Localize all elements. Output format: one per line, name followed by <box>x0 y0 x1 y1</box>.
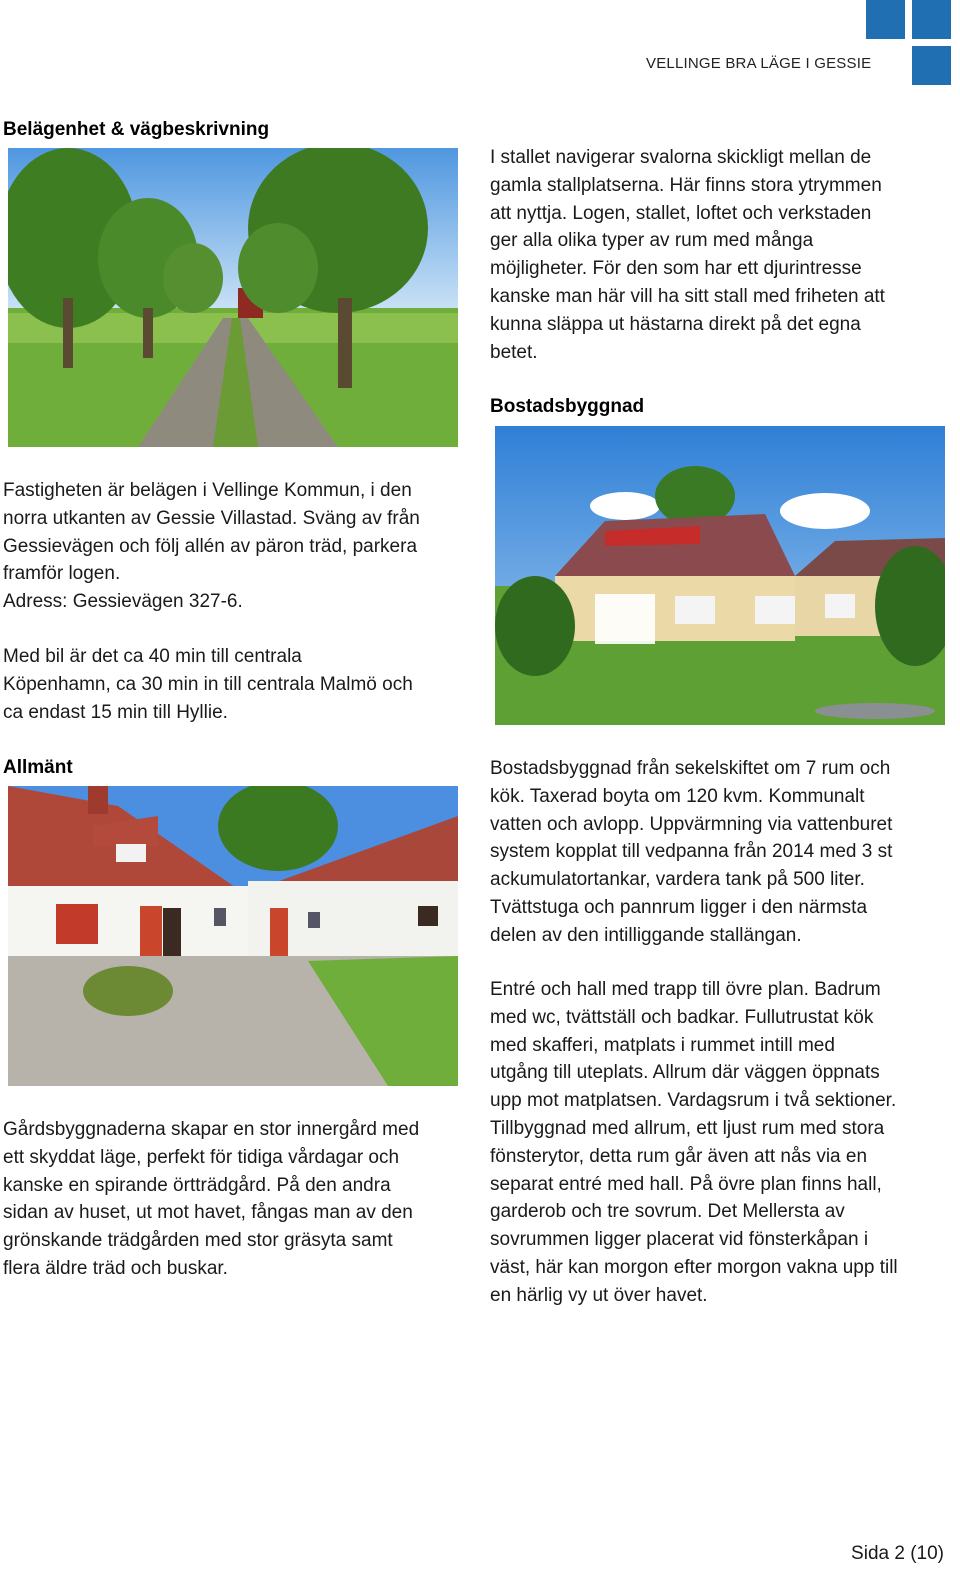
para-location: Fastigheten är belägen i Vellinge Kommun, i den norra utkanten av Gessie Villastad. Sväng av från Gessievägen och följ allén av päron träd, parkera framför logen. Adress: Gessievägen 327-6. <box>3 480 420 613</box>
para-courtyard: Gårdsbyggnaderna skapar en stor innergård med ett skyddat läge, perfekt för tidiga vårdagar och kanske en spirande örtträdgård. På den andra sidan av huset, ut mot havet, fångas man av den grönskande trädgården med stor gräsyta samt flera äldre träd och buskar. <box>3 1119 420 1279</box>
para-residence: Bostadsbyggnad från sekelskiftet om 7 rum och kök. Taxerad boyta om 120 kvm. Kommunalt vatten och avlopp. Uppvärmning via vattenburet system kopplat till vedpanna från 2014 med 3 st ackumulatortankar, vardera tank på 500 liter. Tvättstuga och pannrum ligger i den närmsta delen av den intilliggande stallängan. <box>490 758 893 946</box>
logo-square-2 <box>912 0 951 39</box>
logo-square-3 <box>912 46 951 85</box>
para-stable: I stallet navigerar svalorna skickligt mellan de gamla stallplatserna. Här finns stora ytrymmen att nyttja. Logen, stallet, loftet och verkstaden ger alla olika typer av rum med många möjligheter. För den som har ett djurintresse kanske man här vill ha sitt stall med friheten att kunna släppa ut hästarna direkt på det egna betet. <box>490 147 885 363</box>
heading-location: Belägenhet & vägbeskrivning <box>3 119 270 140</box>
para-distances: Med bil är det ca 40 min till centrala Köpenhamn, ca 30 min in till centrala Malmö och ca endast 15 min till Hyllie. <box>3 646 413 723</box>
header-title: VELLINGE BRA LÄGE I GESSIE <box>646 55 872 72</box>
logo-square-1 <box>866 0 905 39</box>
para-rooms: Entré och hall med trapp till övre plan. Badrum med wc, tvättställ och badkar. Fullutrustat kök med skafferi, matplats i rummet intill med utgång till uteplats. Allrum där väggen öppnats upp mot matplatsen. Vardagsrum i två sektioner. Tillbyggnad med allrum, ett ljust rum med stora fönsterytor, detta rum går även att nås via en separat entré med hall. På övre plan finns hall, garderob och tre sovrum. Det Mellersta av sovrummen ligger placerat vid fönsterkåpan i väst, här kan morgon efter morgon vakna upp till en härlig vy ut över havet. <box>490 979 898 1306</box>
heading-residence: Bostadsbyggnad <box>490 396 645 417</box>
photo-tree-avenue <box>8 148 458 447</box>
heading-general: Allmänt <box>3 757 73 778</box>
photo-courtyard <box>8 786 458 1086</box>
page-number: Sida 2 (10) <box>851 1543 944 1564</box>
photo-house <box>495 426 945 725</box>
